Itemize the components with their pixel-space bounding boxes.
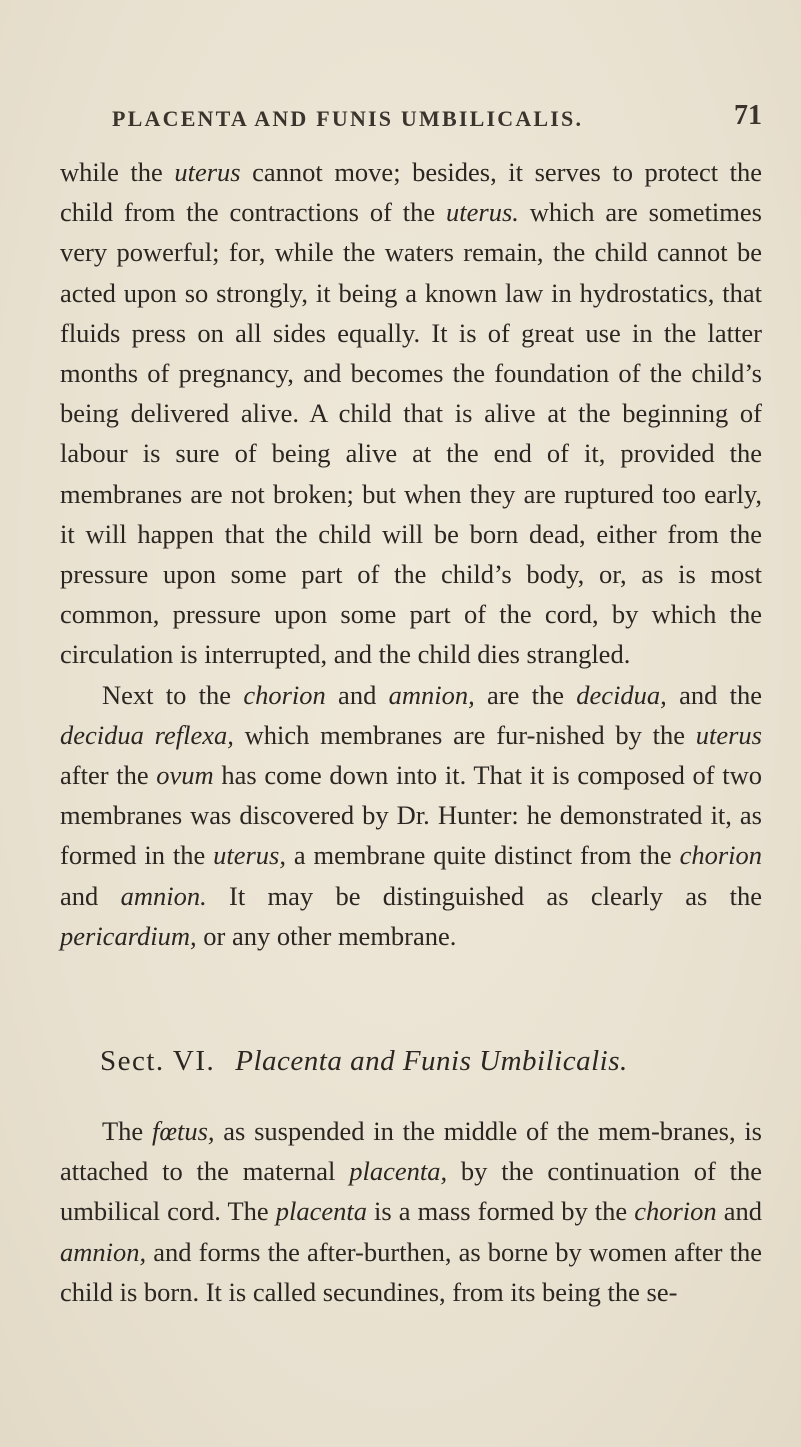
text-run: The [102, 1116, 152, 1146]
text-run: after the [60, 760, 157, 791]
section-heading [100, 1045, 740, 1078]
italic-term: amnion, [60, 1236, 147, 1267]
italic-term: decidua reflexa, [60, 719, 234, 750]
italic-term: chorion [634, 1196, 717, 1227]
italic-term: uterus, [213, 840, 286, 871]
text-run: and [60, 880, 121, 911]
paragraph-decidua [60, 675, 762, 956]
page-number: 71 [734, 100, 762, 131]
section-number: Sect. VI. [100, 1045, 216, 1077]
text-run: while the [60, 157, 175, 187]
running-head [112, 100, 762, 134]
text-run: or any other membrane. [196, 920, 457, 951]
text-run: and [716, 1196, 762, 1227]
text-block-lower [60, 1111, 762, 1312]
section-title: Placenta and Funis Umbilicalis. [235, 1045, 628, 1077]
text-run: cannot move; besides, it serves to protect the child from the contractions of the [60, 157, 762, 228]
italic-term: chorion [243, 679, 326, 710]
italic-term: amnion. [120, 880, 207, 911]
text-run: a membrane quite distinct from the [286, 840, 680, 871]
italic-term: decidua, [576, 679, 667, 710]
italic-term: amnion, [388, 679, 475, 710]
text-run: has come down into it. That it is composed of two membranes was discovered by Dr. Hunter: he demonstrated it, as formed in the [60, 760, 762, 871]
italic-term: fœtus, [151, 1116, 215, 1146]
text-run: which membranes are fur-nished by the [233, 719, 696, 750]
text-block-upper [60, 152, 762, 956]
italic-term: ovum [156, 760, 214, 791]
italic-term: placenta [275, 1196, 367, 1227]
italic-term: pericardium, [60, 920, 197, 951]
text-run: are the [474, 679, 577, 710]
text-run: and forms the after-burthen, as borne by women after the child is born. It is called secundines, from its being the se- [60, 1236, 762, 1307]
text-run: and [325, 679, 389, 710]
italic-term: uterus [695, 719, 762, 750]
text-run: by the continuation of the umbilical cord. The [60, 1156, 762, 1227]
text-run: It may be distinguished as clearly as the [206, 880, 762, 911]
text-run: which are sometimes very powerful; for, while the waters remain, the child cannot be acted upon so strongly, it being a known law in hydrostatics, that fluids press on all sides equally. It is of great use in the latter months of pregnancy, and becomes the foundation of the child’s being delivered alive. A child that is alive at the beginning of labour is sure of being alive at the end of it, provided the membranes are not broken; but when they are ruptured too early, it will happen that the child will be born dead, either from the pressure upon some part of the child’s body, or, as is most common, pressure upon some part of the cord, by which the circulation is interrupted, and the child dies strangled. [60, 197, 762, 670]
paragraph-placenta [60, 1111, 762, 1312]
text-run: as suspended in the middle of the mem-branes, is attached to the maternal [60, 1116, 762, 1187]
italic-term: placenta, [349, 1156, 448, 1187]
running-head-title: PLACENTA AND FUNIS UMBILICALIS. [112, 106, 584, 131]
text-run: and the [666, 679, 763, 710]
italic-term: chorion [679, 840, 763, 871]
text-run: Next to the [102, 679, 244, 710]
italic-term: uterus [174, 157, 241, 187]
paragraph-amnion-function [60, 152, 762, 675]
italic-term: uterus. [446, 197, 519, 228]
text-run: is a mass formed by the [366, 1196, 635, 1227]
